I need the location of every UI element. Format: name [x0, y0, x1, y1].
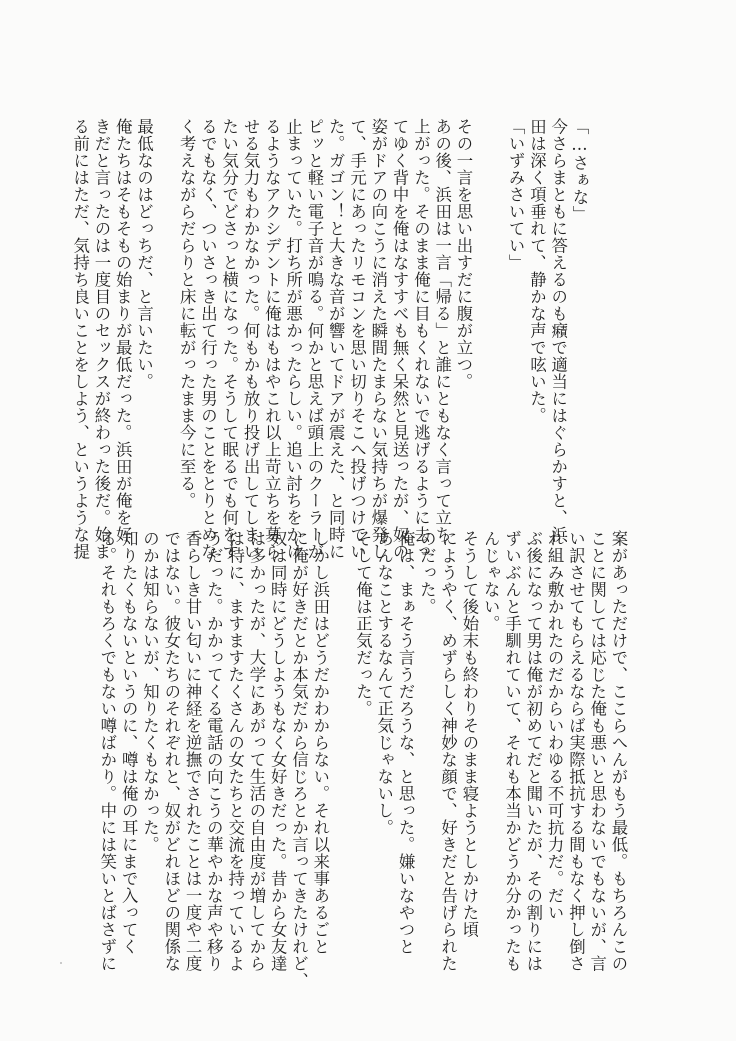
- text-line: て、手元にあったリモコンを思い切りそこへ投げつけてい: [347, 118, 367, 560]
- text-line: のだった。: [417, 530, 437, 615]
- text-line: 「いずみさいてい」: [506, 118, 526, 271]
- text-line: 止まっていた。打ち所が悪かったらしい。追い討ちをかけ: [283, 118, 303, 560]
- text-line: 案があっただけで、ここらへんがもう最低。もちろんこの: [609, 530, 628, 972]
- text-line: 俺たちはそもそもの始まりが最低だった。浜田が俺を好: [113, 118, 133, 543]
- text-line: に俺が好きだとか本気だから信じろとか言ってきたけれど、: [289, 530, 309, 989]
- text-line: るでもなく、ついさっき出て行った男のことをとりとめな: [198, 118, 218, 560]
- text-line: 奴は同時にどうしようもなく女好きだった。昔から女友達: [268, 530, 288, 972]
- text-line: ずいぶんと手馴れていて、それも本当かどうか分かったも: [502, 530, 522, 972]
- text-line: あの後、浜田は一言「帰る」と誰にともなく言って立ち: [432, 118, 452, 543]
- text-line: ではない。彼女たちのそれぞれと、奴がどれほどの関係な: [161, 530, 181, 972]
- text-line: そうして後始末も終わりそのまま寝ようとしかけた頃: [459, 530, 479, 938]
- text-line: [155, 118, 176, 508]
- upper-right-text-block: [482, 118, 590, 543]
- text-line: く考えながらだらりと床に転がったまま今に至る。: [177, 118, 197, 509]
- text-line: 俺は、まぁそう言うだろうな、と思った。嫌いなやつと: [396, 530, 416, 955]
- text-line: ことに関しては応じた俺も悪いと思わないでもないが、言: [587, 530, 607, 972]
- upper-text-block: [70, 118, 474, 560]
- text-line: 「…さぁな」: [570, 118, 589, 223]
- text-line: い訳させてもらえるならば実際抵抗する間もなく押し倒さ: [566, 530, 586, 972]
- text-line: た。ガゴン！と大きな音が響いてドアが震えた、と同時に: [326, 118, 346, 560]
- text-line: は多かったが、大学にあがって生活の自由度が増してから: [246, 530, 266, 972]
- text-line: 知りたくもないというのに、噂は俺の耳にまで入ってく: [119, 530, 139, 955]
- text-line: [331, 530, 352, 958]
- scan-speck: [60, 962, 62, 964]
- text-line: しかし浜田はどうだかわからない。それ以来事あるごと: [310, 530, 330, 955]
- text-line: ぶ後になって男は俺が初めてだと聞いたが、その割りには: [523, 530, 543, 972]
- text-line: うだった。かかってくる電話の向こうの華やかな声や移り: [204, 530, 224, 972]
- text-line: んじゃない。: [481, 530, 501, 632]
- text-line: 最低なのはどっちだ、と言いたい。: [134, 118, 154, 390]
- text-line: てゆく背中を俺はなすすべも無く呆然と見送ったが、奴の: [390, 118, 410, 560]
- text-line: あんなことするなんて正気じゃないし。: [374, 530, 394, 836]
- text-line: のかは知らないが、知りたくもなかった。: [140, 530, 160, 853]
- text-line: 上がった。そのまま俺に目もくれないで逃げるように去っ: [411, 118, 431, 560]
- text-line: たい気分でどさっと横になった。そうして眠るでも何をす: [219, 118, 239, 560]
- text-line: 田は深く項垂れて、静かな声で呟いた。: [527, 118, 547, 424]
- text-line: 香らしき甘い匂いに神経を逆撫でされたことは一度や二度: [183, 530, 203, 972]
- text-line: れ組み敷かれたのだからいわゆる不可抗力だ。だい: [545, 530, 565, 921]
- text-line: るようなアクシデントに俺はもはやこれ以上苛立ちを募ら: [262, 118, 282, 560]
- lower-text-block: [97, 530, 629, 989]
- text-line: せる気力もわかなかった。何もかも放り投げ出してしまい: [241, 118, 261, 560]
- text-line: にようやく、めずらしく神妙な顔で、好きだと告げられた: [438, 530, 458, 972]
- text-line: 今さらまともに答えるのも癪で適当にはぐらかすと、浜: [548, 118, 568, 543]
- text-line: きだと言ったのは一度目のセックスが終わった後だ。始ま: [91, 118, 111, 560]
- text-line: そして俺は正気だった。: [353, 530, 373, 717]
- text-line: る前にはただ、気持ち良いことをしよう、というような提: [70, 118, 90, 560]
- text-line: その一言を思い出すだに腹が立つ。: [454, 118, 473, 390]
- text-line: 姿がドアの向こうに消えた瞬間たまらない気持ちが爆発し: [368, 118, 388, 560]
- text-line: は特に、ますますたくさんの女たちと交流を持っているよ: [225, 530, 245, 972]
- text-line: る。それもろくでもない噂ばかり。中には笑いとばさずに: [97, 530, 117, 972]
- text-line: ピッと軽い電子音が鳴る。何かと思えば頭上のクーラーが: [304, 118, 324, 560]
